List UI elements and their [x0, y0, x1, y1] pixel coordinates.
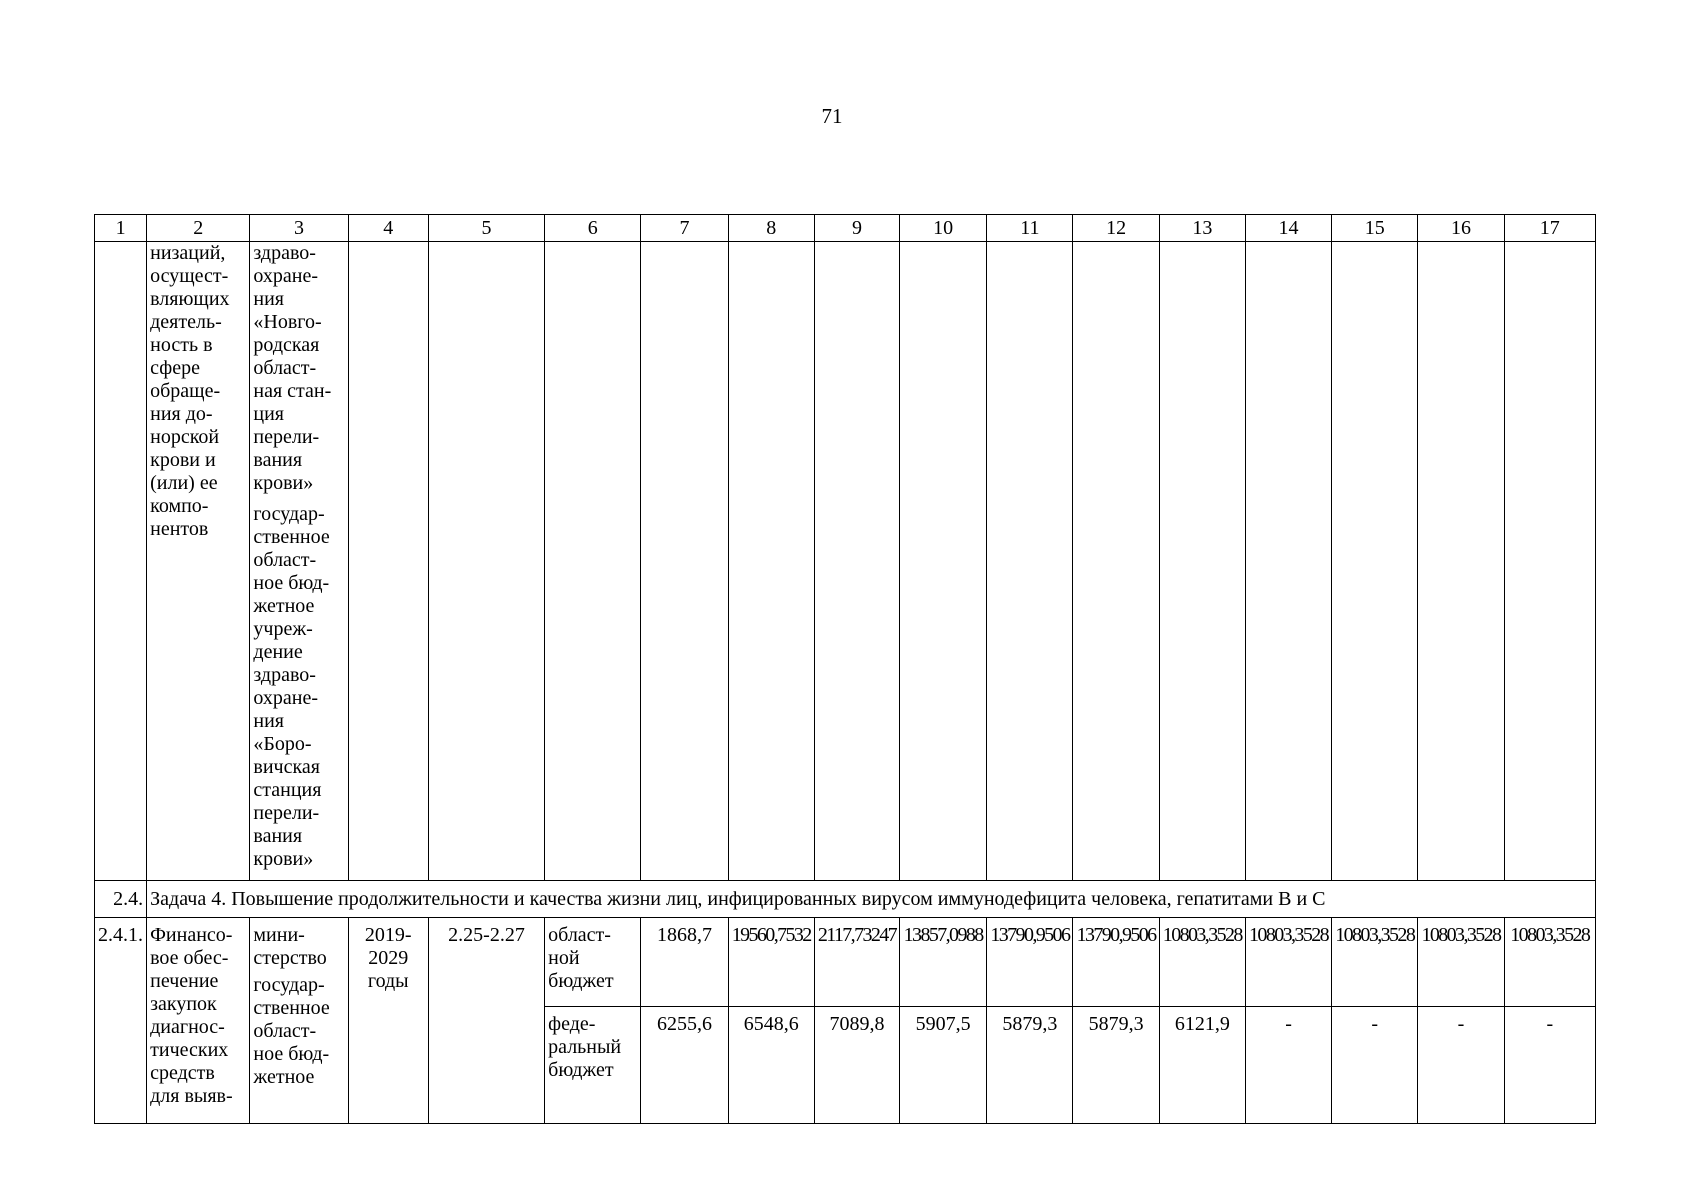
- table-cell: [545, 242, 641, 881]
- task-title: Задача 4. Повышение продолжительности и качества жизни лиц, инфицированных вирусом иммунодефицита человека, гепатитами В и С: [147, 881, 1596, 918]
- header-cell: 15: [1332, 215, 1418, 242]
- event-name-cell: Финансо- вое обес- печение закупок диагнос- тических средств для выяв-: [147, 918, 250, 1124]
- funding-source-cell: феде- ральный бюджет: [545, 1007, 641, 1124]
- event-name-cell: низаций, осущест- вляющих деятель- ность в сфере обраще- ния до- норской крови и (или) ее компо- нентов: [147, 242, 250, 881]
- funding-source-cell: област- ной бюджет: [545, 918, 641, 1007]
- header-cell: 3: [250, 215, 348, 242]
- header-cell: 7: [641, 215, 728, 242]
- table-cell: [814, 242, 899, 881]
- header-cell: 17: [1504, 215, 1595, 242]
- value-cell: 1868,7: [641, 918, 728, 1007]
- table-cell: [1418, 242, 1504, 881]
- executor-text: государ- ственное област- ное бюд- жетное: [253, 974, 330, 1088]
- table-cell: [1504, 242, 1595, 881]
- value-cell: 5879,3: [1073, 1007, 1159, 1124]
- value-cell: 6121,9: [1159, 1007, 1245, 1124]
- table-cell: [1073, 242, 1159, 881]
- value-cell: 6548,6: [728, 1007, 814, 1124]
- row-number: 2.4.1.: [95, 918, 147, 1124]
- value-cell: 10803,3528: [1245, 918, 1331, 1007]
- header-cell: 12: [1073, 215, 1159, 242]
- executor-cell: [250, 918, 348, 1124]
- value-cell: 5879,3: [987, 1007, 1073, 1124]
- value-cell: 10803,3528: [1332, 918, 1418, 1007]
- table-cell: [728, 242, 814, 881]
- budget-table: [94, 214, 1596, 1124]
- value-cell: -: [1245, 1007, 1331, 1124]
- header-cell: 1: [95, 215, 147, 242]
- value-cell: -: [1418, 1007, 1504, 1124]
- column-number-row: [95, 215, 1596, 242]
- executor-text: государ- ственное област- ное бюд- жетное учреж- дение здраво- охране- ния «Боро- вичская станция перели- вания крови»: [253, 503, 330, 870]
- value-cell: 7089,8: [814, 1007, 899, 1124]
- value-cell: 10803,3528: [1159, 918, 1245, 1007]
- header-cell: 2: [147, 215, 250, 242]
- header-cell: 16: [1418, 215, 1504, 242]
- table-cell: [641, 242, 728, 881]
- value-cell: 13857,0988: [900, 918, 987, 1007]
- task-row: [95, 881, 1596, 918]
- value-cell: 6255,6: [641, 1007, 728, 1124]
- table-cell: [348, 242, 428, 881]
- header-cell: 13: [1159, 215, 1245, 242]
- indicator-cell: 2.25-2.27: [428, 918, 544, 1124]
- executor-text: здраво- охране- ния «Новго- родская област- ная стан- ция перели- вания крови»: [253, 242, 332, 494]
- header-cell: 14: [1245, 215, 1331, 242]
- value-cell: -: [1332, 1007, 1418, 1124]
- executor-cell: [250, 242, 348, 881]
- table-row: [95, 242, 1596, 881]
- header-cell: 5: [428, 215, 544, 242]
- value-cell: 10803,3528: [1418, 918, 1504, 1007]
- table-cell: [987, 242, 1073, 881]
- value-cell: 10803,3528: [1504, 918, 1595, 1007]
- value-cell: 13790,9506: [987, 918, 1073, 1007]
- header-cell: 11: [987, 215, 1073, 242]
- table-row: [95, 918, 1596, 1007]
- executor-text: мини- стерство: [253, 924, 327, 969]
- table-cell: [1159, 242, 1245, 881]
- header-cell: 6: [545, 215, 641, 242]
- period-cell: 2019- 2029 годы: [348, 918, 428, 1124]
- value-cell: 13790,9506: [1073, 918, 1159, 1007]
- value-cell: 5907,5: [900, 1007, 987, 1124]
- table-cell: [428, 242, 544, 881]
- header-cell: 8: [728, 215, 814, 242]
- header-cell: 4: [348, 215, 428, 242]
- value-cell: -: [1504, 1007, 1595, 1124]
- value-cell: 2117,73247: [814, 918, 899, 1007]
- value-cell: 19560,7532: [728, 918, 814, 1007]
- table-cell: [1245, 242, 1331, 881]
- table-cell: [900, 242, 987, 881]
- task-number: 2.4.: [95, 881, 147, 918]
- table-cell: [1332, 242, 1418, 881]
- header-cell: 10: [900, 215, 987, 242]
- header-cell: 9: [814, 215, 899, 242]
- table-cell: [95, 242, 147, 881]
- page-number: 71: [821, 104, 843, 128]
